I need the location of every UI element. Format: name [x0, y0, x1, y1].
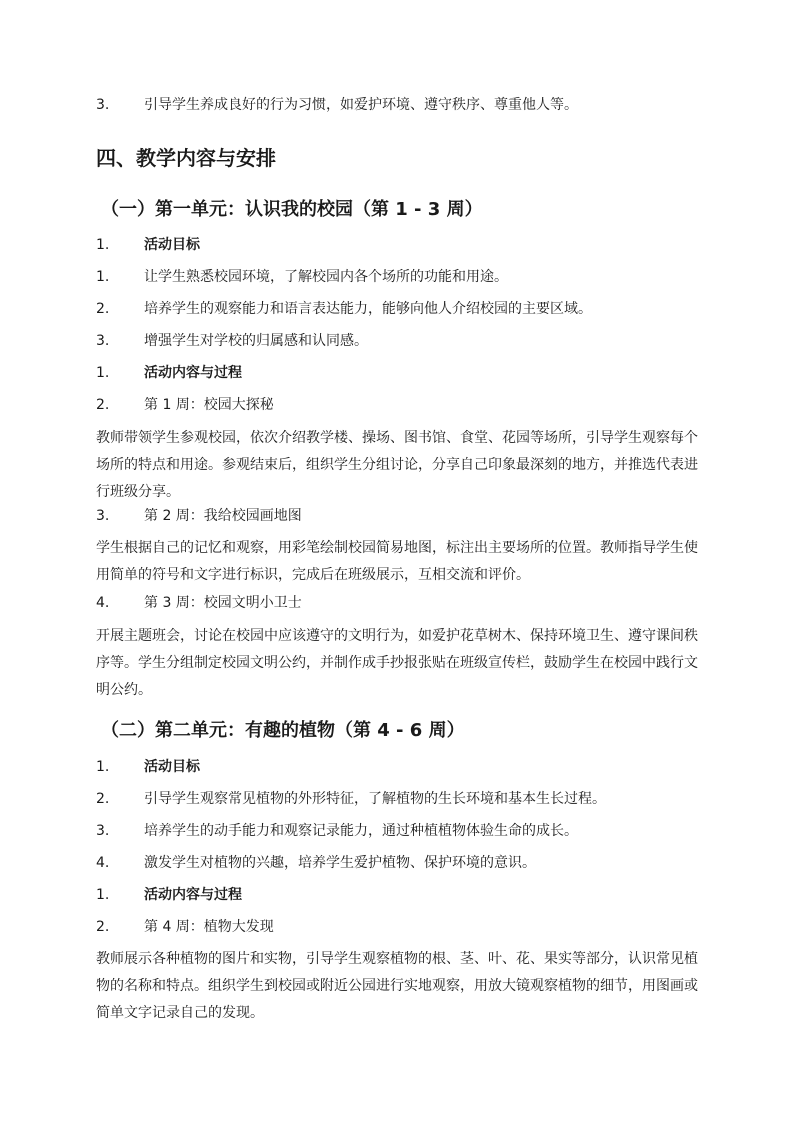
list-text: 第 3 周：校园文明小卫士 — [144, 595, 302, 611]
list-number: 1. — [96, 269, 110, 285]
list-text: 引导学生养成良好的行为习惯，如爱护环境、遵守秩序、尊重他人等。 — [144, 97, 578, 113]
list-text: 活动目标 — [144, 759, 200, 775]
list-number: 4. — [96, 855, 110, 871]
list-text: 第 1 周：校园大探秘 — [144, 397, 274, 413]
list-text: 第 4 周：植物大发现 — [144, 919, 274, 935]
list-text: 培养学生的动手能力和观察记录能力，通过种植植物体验生命的成长。 — [144, 823, 578, 839]
list-text: 第 2 周：我给校园画地图 — [144, 508, 302, 524]
list-text: 增强学生对学校的归属感和认同感。 — [144, 333, 368, 349]
unit2-week-description: 教师展示各种植物的图片和实物，引导学生观察植物的根、茎、叶、花、果实等部分，认识常见植物的名称和特点。组织学生到校园或附近公园进行实地观察，用放大镜观察植物的细节，用图画或简单文字记录自己的发现。 — [96, 951, 698, 1021]
list-number: 2. — [96, 397, 110, 413]
list-number: 3. — [96, 333, 110, 349]
list-number: 3. — [96, 823, 110, 839]
list-number: 1. — [96, 759, 110, 775]
unit1-week-description: 开展主题班会，讨论在校园中应该遵守的文明行为，如爱护花草树木、保持环境卫生、遵守课间秩序等。学生分组制定校园文明公约，并制作成手抄报张贴在班级宣传栏，鼓励学生在校园中践行文明公约。 — [96, 628, 698, 698]
list-number: 1. — [96, 887, 110, 903]
unit1-week-description: 学生根据自己的记忆和观察，用彩笔绘制校园简易地图，标注出主要场所的位置。教师指导学生使用简单的符号和文字进行标识，完成后在班级展示，互相交流和评价。 — [96, 540, 698, 583]
list-text: 活动目标 — [144, 237, 200, 253]
unit1-heading: （一）第一单元：认识我的校园（第 1 - 3 周） — [101, 199, 483, 220]
list-number: 1. — [96, 237, 110, 253]
list-text: 活动内容与过程 — [144, 365, 242, 381]
list-number: 2. — [96, 791, 110, 807]
section-heading: 四、教学内容与安排 — [96, 146, 276, 170]
unit1-week-description: 教师带领学生参观校园，依次介绍教学楼、操场、图书馆、食堂、花园等场所，引导学生观察每个场所的特点和用途。参观结束后，组织学生分组讨论，分享自己印象最深刻的地方，并推选代表进行班级分享。 — [96, 430, 698, 500]
list-text: 让学生熟悉校园环境，了解校园内各个场所的功能和用途。 — [144, 269, 508, 285]
list-number: 3. — [96, 508, 110, 524]
list-number: 4. — [96, 595, 110, 611]
list-text: 激发学生对植物的兴趣，培养学生爱护植物、保护环境的意识。 — [144, 855, 536, 871]
unit2-heading: （二）第二单元：有趣的植物（第 4 - 6 周） — [101, 720, 465, 741]
list-number: 1. — [96, 365, 110, 381]
list-number: 2. — [96, 301, 110, 317]
list-text: 引导学生观察常见植物的外形特征，了解植物的生长环境和基本生长过程。 — [144, 791, 606, 807]
list-text: 活动内容与过程 — [144, 887, 242, 903]
list-number: 2. — [96, 919, 110, 935]
list-number: 3. — [96, 97, 110, 113]
list-text: 培养学生的观察能力和语言表达能力，能够向他人介绍校园的主要区域。 — [144, 301, 592, 317]
